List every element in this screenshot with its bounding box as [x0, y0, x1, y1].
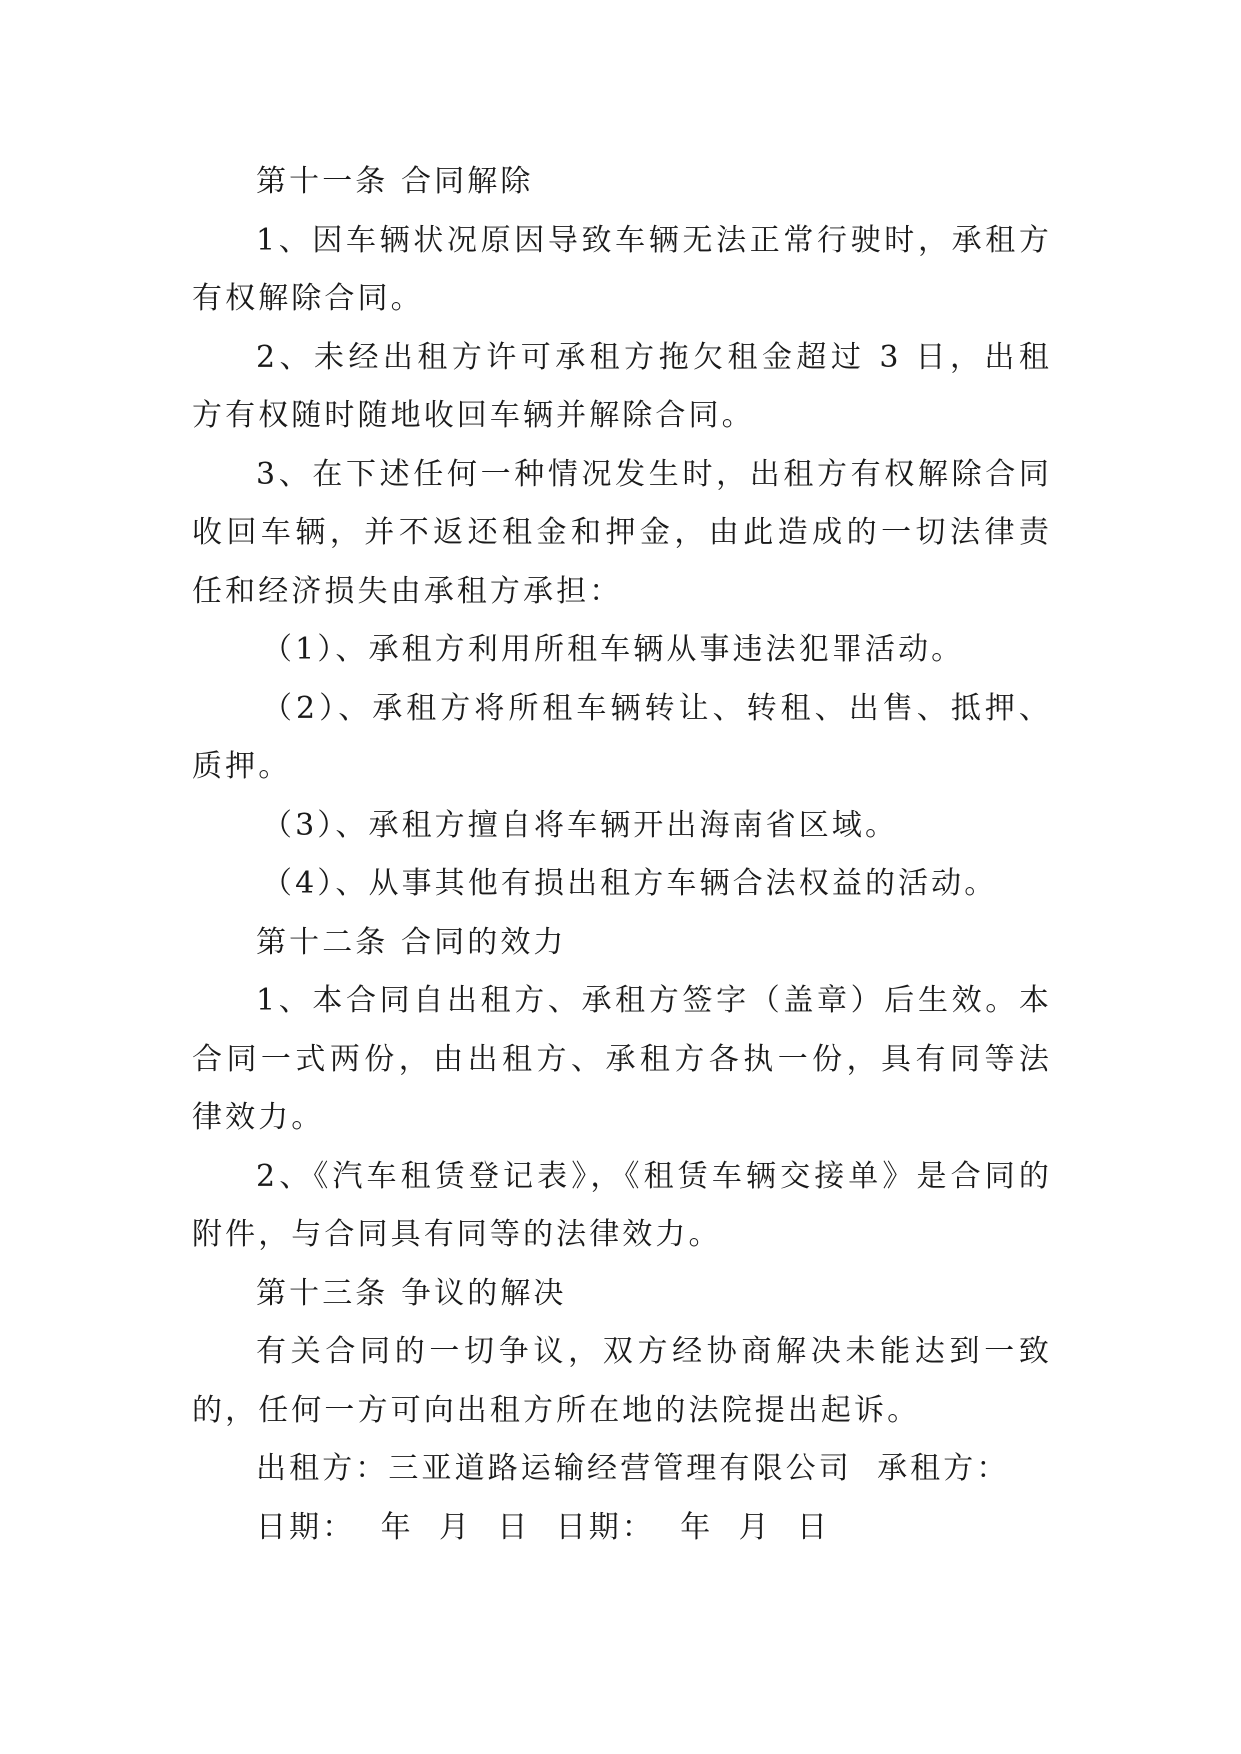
article-11-subclause-3: （3）、承租方擅自将车辆开出海南省区域。 — [262, 807, 899, 843]
article-13-heading: 第十三条 争议的解决 — [256, 1275, 567, 1311]
article-11-heading: 第十一条 合同解除 — [256, 164, 534, 199]
contract-page — [192, 153, 1052, 1557]
article-12-clause-1: 1、本合同自出租方、承租方签字（盖章）后生效。本合同一式两份，由出租方、承租方各执一份，具有同等法律效力。 — [192, 983, 1052, 1135]
article-11-subclause-1: （1）、承租方利用所租车辆从事违法犯罪活动。 — [262, 632, 965, 667]
article-12-clause-2: 2、《汽车租赁登记表》，《租赁车辆交接单》是合同的附件，与合同具有同等的法律效力。 — [192, 1158, 1052, 1252]
article-11-clause-2: 2、未经出租方许可承租方拖欠租金超过 3 日，出租方有权随时随地收回车辆并解除合同。 — [192, 339, 1052, 433]
article-11-subclause-2: （2）、承租方将所租车辆转让、转租、出售、抵押、质押。 — [192, 690, 1052, 784]
article-11-clause-1: 1、因车辆状况原因导致车辆无法正常行驶时，承租方有权解除合同。 — [192, 222, 1052, 316]
signature-parties-line: 出租方：三亚道路运输经营管理有限公司 承租方： — [256, 1451, 1010, 1486]
article-11-clause-3: 3、在下述任何一种情况发生时，出租方有权解除合同收回车辆，并不返还租金和押金，由此造成的一切法律责任和经济损失由承租方承担： — [192, 456, 1052, 609]
signature-date-line: 日期： 年 月 日 日期： 年 月 日 — [256, 1509, 831, 1545]
article-12-heading: 第十二条 合同的效力 — [256, 924, 567, 960]
article-13-body: 有关合同的一切争议，双方经协商解决未能达到一致的，任何一方可向出租方所在地的法院提出起诉。 — [192, 1334, 1052, 1428]
article-11-subclause-4: （4）、从事其他有损出租方车辆合法权益的活动。 — [262, 866, 998, 901]
